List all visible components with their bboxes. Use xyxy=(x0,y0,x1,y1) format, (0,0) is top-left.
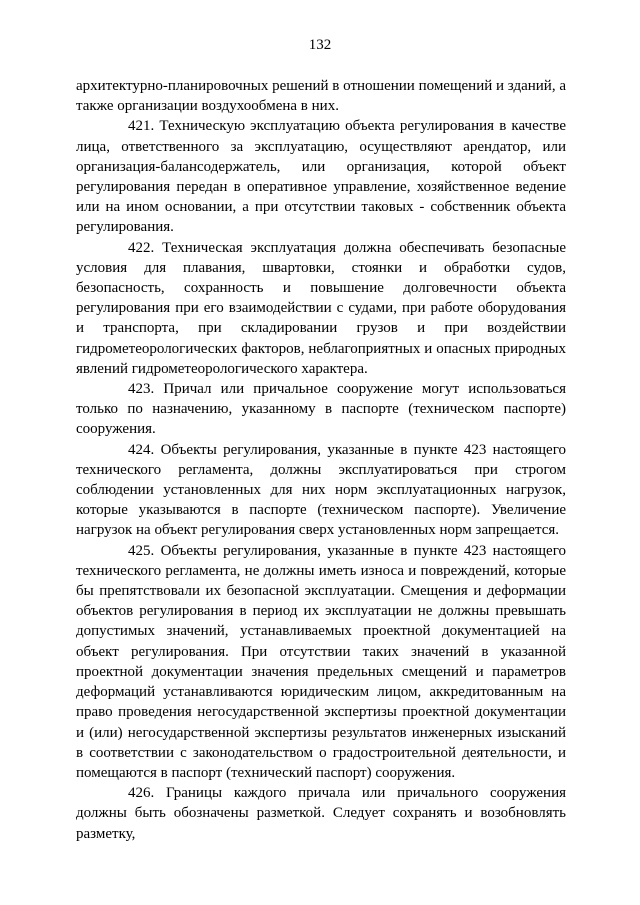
paragraph-422: 422. Техническая эксплуатация должна обеспечивать безопасные условия для плавания, швартовки, стоянки и обработки судов, безопасность, сохранность и повышение долговечности объекта регулирования при его взаимодействии с судами, при работе оборудования и транспорта, при складировании грузов и при воздействии гидрометеорологических факторов, неблагоприятных и опасных природных явлений гидрометеорологического характера. xyxy=(76,239,566,377)
paragraph-423: 423. Причал или причальное сооружение могут использоваться только по назначению, указанному в паспорте (техническом паспорте) сооружения. xyxy=(76,381,566,438)
page-number: 132 xyxy=(308,37,332,53)
paragraph-421: 421. Техническую эксплуатацию объекта регулирования в качестве лица, ответственного за эксплуатацию, осуществляют арендатор, или организация-балансодержатель, или организация, которой объект регулирования передан в оперативное управление, хозяйственное ведение или на ином основании, а при отсутствии таковых - собственник объекта регулирования. xyxy=(76,118,566,236)
paragraph-426: 426. Границы каждого причала или причального сооружения должны быть обозначены разметкой. Следует сохранять и возобновлять разметку, xyxy=(76,785,566,842)
paragraph-424: 424. Объекты регулирования, указанные в пункте 423 настоящего технического регламента, должны эксплуатироваться при строгом соблюдении установленных для них норм эксплуатационных нагрузок, которые указываются в паспорте (техническом паспорте). Увеличение нагрузок на объект регулирования сверх установленных норм запрещается. xyxy=(76,441,566,539)
paragraph-continuation: архитектурно-планировочных решений в отношении помещений и зданий, а также организации воздухообмена в них. xyxy=(76,78,566,115)
document-body xyxy=(76,76,566,844)
paragraph-425: 425. Объекты регулирования, указанные в пункте 423 настоящего технического регламента, не должны иметь износа и повреждений, которые бы препятствовали их безопасной эксплуатации. Смещения и деформации объектов регулирования в период их эксплуатации не должны превышать допустимых значений, устанавливаемых проектной документацией на объект регулирования. При отсутствии таких значений в указанной проектной документации значения предельных смещений и параметров деформаций устанавливаются юридическим лицом, аккредитованным на право проведения негосударственной экспертизы проектной документации и (или) негосударственной экспертизы результатов инженерных изысканий в соответствии с законодательством о градостроительной деятельности, и помещаются в паспорт (технический паспорт) сооружения. xyxy=(76,542,566,781)
